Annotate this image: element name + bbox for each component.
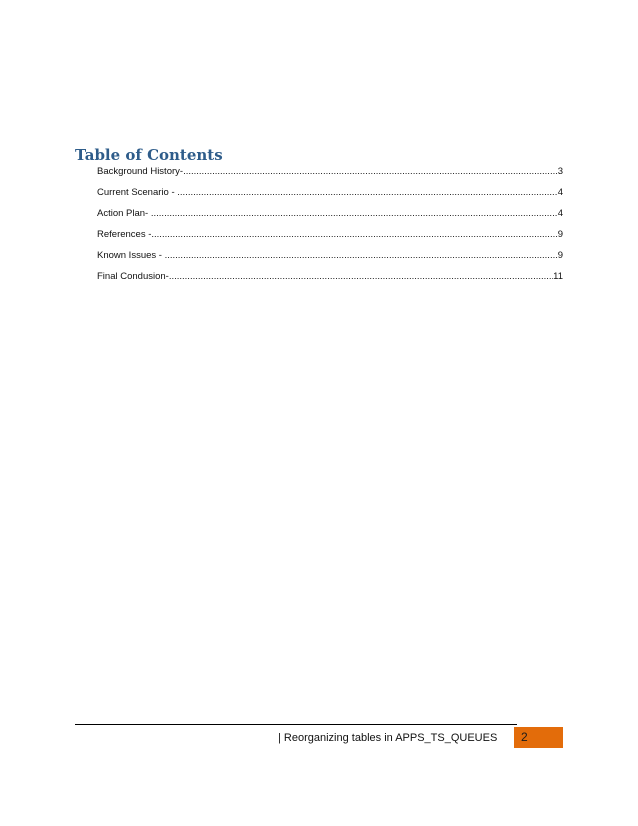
toc-entry-label: Current Scenario - (97, 187, 178, 198)
toc-entry-page: 9 (557, 229, 563, 240)
toc-entry-action-plan[interactable] (97, 208, 563, 229)
footer-document-title: | Reorganizing tables in APPS_TS_QUEUES (278, 732, 498, 744)
toc-title: Table of Contents (75, 146, 223, 164)
toc-entry-label: References - (97, 229, 152, 240)
footer-page-badge (514, 727, 563, 748)
toc-entry-page: 4 (557, 208, 563, 219)
dot-leader (151, 208, 558, 219)
dot-leader (183, 166, 558, 177)
toc-entry-label: Action Plan- (97, 208, 151, 219)
footer-divider (75, 724, 517, 725)
toc-entry-known-issues[interactable] (97, 250, 563, 271)
toc-entry-final-conclusion[interactable] (97, 271, 563, 292)
toc-entry-current-scenario[interactable] (97, 187, 563, 208)
footer-page-number: 2 (521, 730, 528, 744)
toc-entry-references[interactable] (97, 229, 563, 250)
dot-leader (177, 187, 557, 198)
dot-leader (165, 250, 558, 261)
toc-entry-page: 11 (553, 271, 563, 282)
toc-entry-label: Known Issues - (97, 250, 165, 261)
toc-entry-page: 4 (557, 187, 563, 198)
dot-leader (151, 229, 557, 240)
toc-entry-background-history[interactable] (97, 166, 563, 187)
dot-leader (169, 271, 553, 282)
toc-entry-page: 9 (557, 250, 563, 261)
toc-entry-page: 3 (557, 166, 563, 177)
toc-entry-label: Final Condusion- (97, 271, 169, 282)
toc-entry-label: Background History- (97, 166, 184, 177)
toc-list (97, 166, 563, 292)
